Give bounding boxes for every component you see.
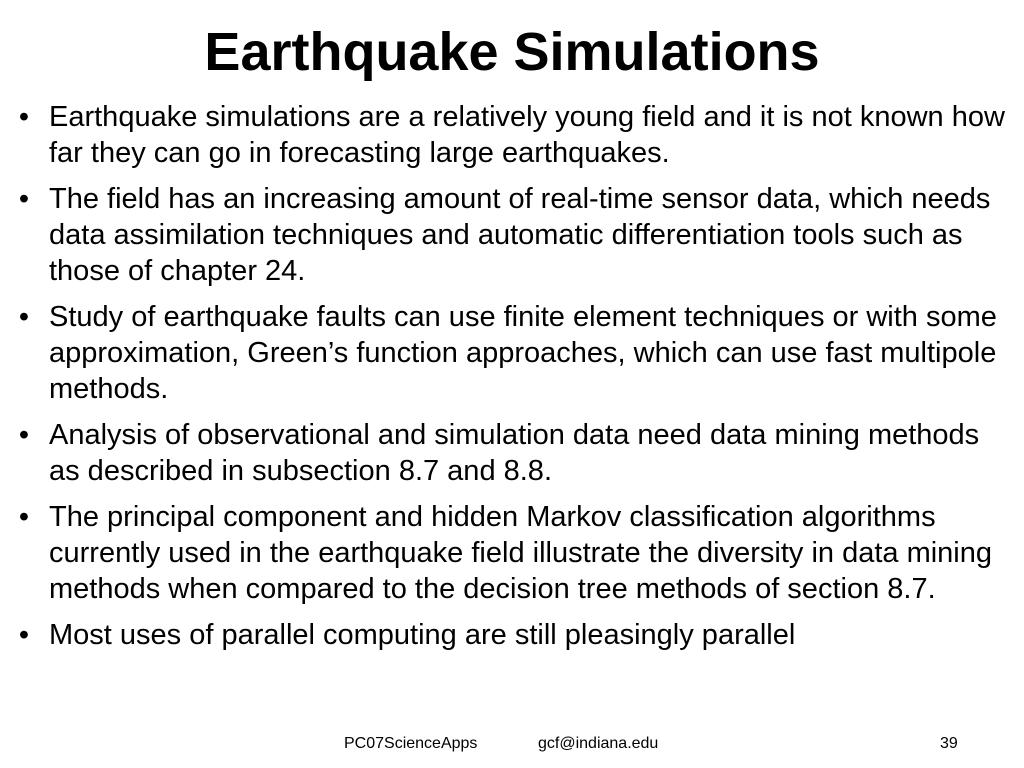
footer-page-number: 39 <box>940 735 958 752</box>
slide-title: Earthquake Simulations <box>204 22 820 82</box>
footer-email: gcf@indiana.edu <box>538 735 659 752</box>
bullet-text: The field has an increasing amount of real-time sensor data, which needs data assimilation techniques and automatic differentiation tools such as those of chapter 24. <box>49 183 991 287</box>
bullet-item <box>13 499 1013 607</box>
footer-course-name: PC07ScienceApps <box>344 735 478 752</box>
bullet-marker: • <box>18 419 30 451</box>
bullet-marker: • <box>18 101 30 133</box>
bullet-text: Analysis of observational and simulation data need data mining methods as described in subsection 8.7 and 8.8. <box>49 419 980 487</box>
bullet-text: The principal component and hidden Markov classification algorithms currently used in the earthquake field illustrate the diversity in data mining methods when compared to the decision tree methods of section 8.7. <box>49 501 993 605</box>
bullet-item <box>13 299 1013 407</box>
bullet-marker: • <box>18 183 30 215</box>
bullet-text: Study of earthquake faults can use finite element techniques or with some approximation, Green’s function approaches, which can use fast multipole methods. <box>49 301 997 405</box>
bullet-item <box>13 99 1013 171</box>
bullet-marker: • <box>18 301 30 333</box>
bullet-text: Earthquake simulations are a relatively young field and it is not known how far they can go in forecasting large earthquakes. <box>49 101 1005 169</box>
bullet-text: Most uses of parallel computing are still pleasingly parallel <box>49 619 796 651</box>
bullet-marker: • <box>18 619 30 651</box>
bullet-item <box>13 181 1013 289</box>
bullet-marker: • <box>18 501 30 533</box>
bullet-list <box>13 99 1013 663</box>
bullet-item <box>13 417 1013 489</box>
bullet-item <box>13 617 1013 653</box>
